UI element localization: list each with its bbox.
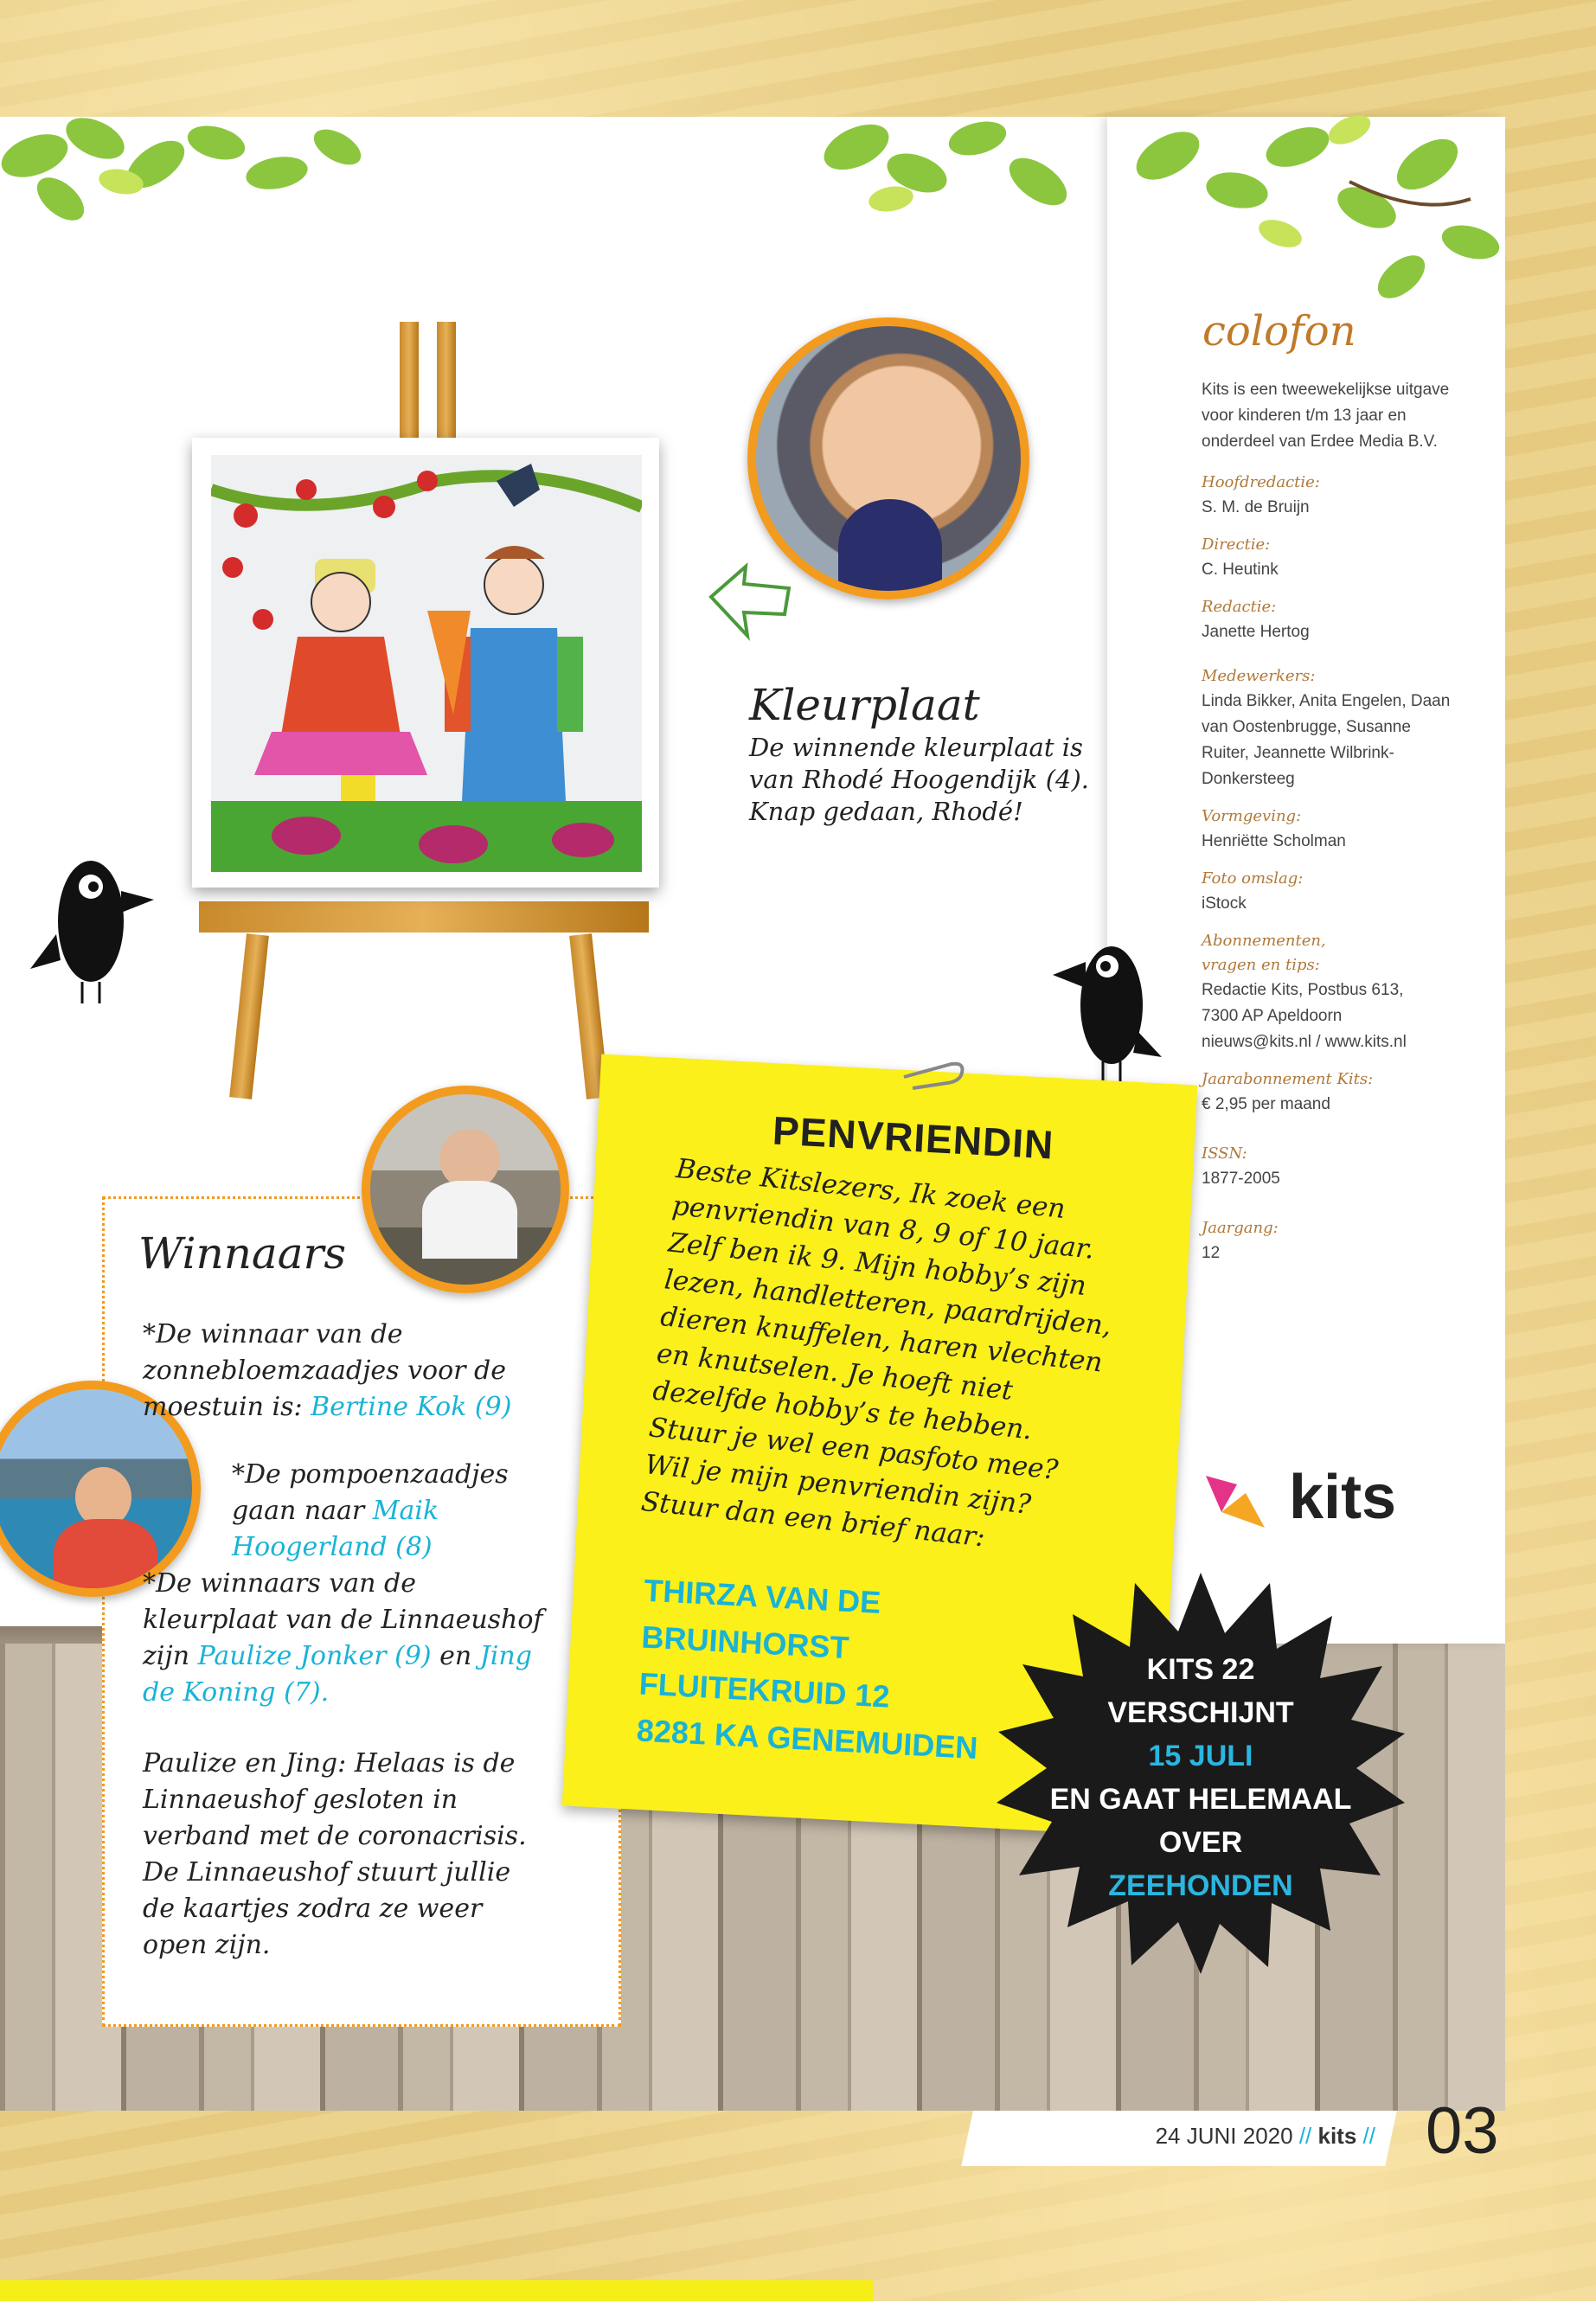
colofon-value: Janette Hertog xyxy=(1202,623,1310,641)
winner-name: Jing de Koning (7). xyxy=(143,1641,532,1708)
footer-separator: // xyxy=(1298,2123,1312,2149)
kleurplaat-title: Kleurplaat xyxy=(749,680,980,730)
colofon-value: iStock xyxy=(1202,894,1247,913)
kleurplaat-text: De winnende kleurplaat is van Rhodé Hoogendijk (4). Knap gedaan, Rhodé! xyxy=(749,733,1090,826)
address-line: THIRZA VAN DE BRUINHORST xyxy=(640,1572,882,1666)
colofon-value: S. M. de Bruijn xyxy=(1202,498,1310,516)
penvriendin-address xyxy=(636,1567,991,1772)
kits-logo-mark xyxy=(1202,1467,1272,1536)
kits-logo xyxy=(1202,1462,1396,1536)
winnaars-title: Winnaars xyxy=(138,1228,347,1279)
announcement-topic: ZEEHONDEN xyxy=(1108,1869,1293,1902)
colofon-value: C. Heutink xyxy=(1202,561,1279,579)
paperclip-icon xyxy=(900,1055,969,1090)
colofon-intro: Kits is een tweewekelijkse uitgave voor kinderen t/m 13 jaar en onderdeel van Erdee Media B.V. xyxy=(1202,381,1450,451)
colofon-label: Jaarabonnement Kits: xyxy=(1202,1070,1374,1088)
winnaars-p2 xyxy=(232,1457,543,1566)
winner-photo-bertine xyxy=(362,1086,569,1293)
colofon-value: Redactie Kits, Postbus 613, 7300 AP Apeldoorn nieuws@kits.nl / www.kits.nl xyxy=(1202,981,1407,1051)
colofon-label: Jaargang: xyxy=(1202,1219,1279,1237)
winnaars-p3-text: *De winnaars van de kleurplaat van de Linnaeushof zijn xyxy=(143,1568,543,1671)
announcement-line: KITS 22 xyxy=(1146,1653,1255,1686)
colofon-value: Linda Bikker, Anita Engelen, Daan van Oostenbrugge, Susanne Ruiter, Jeannette Wilbrink-Donkersteeg xyxy=(1202,692,1451,788)
footer-text xyxy=(995,2123,1375,2150)
announcement-text xyxy=(1019,1648,1382,1907)
colofon-label: Medewerkers: xyxy=(1202,667,1316,685)
colofon-label: Hoofdredactie: xyxy=(1202,473,1320,491)
colofon-label: Directie: xyxy=(1202,535,1271,554)
colofon-label: Abonnementen, vragen en tips: xyxy=(1202,932,1326,974)
colofon-value: 1877-2005 xyxy=(1202,1170,1280,1188)
colofon-value: € 2,95 per maand xyxy=(1202,1095,1330,1113)
colofon-title: colofon xyxy=(1202,307,1356,356)
announcement-date: 15 JULI xyxy=(1148,1740,1253,1772)
kits-logo-text: kits xyxy=(1289,1463,1397,1532)
colofon-label: ISSN: xyxy=(1202,1144,1247,1163)
easel-shelf xyxy=(199,901,649,933)
easel-top-right xyxy=(437,322,456,443)
footer-date: 24 JUNI 2020 xyxy=(1155,2123,1293,2149)
easel-top-left xyxy=(400,322,419,443)
bottom-yellow-bar xyxy=(0,2280,874,2301)
winner-name: Maik Hoogerland (8) xyxy=(232,1496,439,1562)
penvriendin-text: Beste Kitslezers, Ik zoek een penvriendin van 8, 9 of 10 jaar. Zelf ben ik 9. Mijn hobby’s zijn lezen, handletteren, paardrijden, dieren knuffelen, haren vlechten en knutselen. Je hoeft niet dezelfde hobby’s te hebben. Stuur je wel een pasfoto mee? Wil je mijn penvriendin zijn? Stuur dan een brief naar: xyxy=(639,1152,1113,1554)
winnaars-p1 xyxy=(143,1317,567,1426)
footer-brand: kits xyxy=(1317,2123,1357,2149)
announcement-line: OVER xyxy=(1158,1826,1243,1859)
colofon-label: Vormgeving: xyxy=(1202,807,1302,825)
colofon-label: Foto omslag: xyxy=(1202,869,1304,888)
address-line: FLUITEKRUID 12 xyxy=(638,1665,891,1715)
footer-separator: // xyxy=(1362,2123,1375,2149)
address-line: 8281 KA GENEMUIDEN xyxy=(635,1712,979,1766)
colofon-value: 12 xyxy=(1202,1244,1221,1262)
colofon-value: Henriëtte Scholman xyxy=(1202,832,1346,850)
colofon-body xyxy=(1202,377,1461,1279)
winner-name: Paulize Jonker (9) xyxy=(197,1641,432,1671)
crow-left-icon xyxy=(26,839,156,1012)
winnaars-p1-text: *De winnaar van de zonnebloemzaadjes voor de moestuin is: xyxy=(143,1319,506,1422)
winner-name: Bertine Kok (9) xyxy=(311,1392,512,1422)
penvriendin-title: PENVRIENDIN xyxy=(771,1107,1055,1168)
crow-right-icon xyxy=(1051,927,1163,1092)
colofon-label: Redactie: xyxy=(1202,598,1277,616)
kleurplaat-drawing xyxy=(211,455,642,872)
leaves-decoration xyxy=(0,104,1505,329)
announcement-line: VERSCHIJNT xyxy=(1107,1696,1294,1729)
winnaars-p2-text: *De pompoenzaadjes gaan naar xyxy=(232,1459,509,1526)
winnaars-p3-and: en xyxy=(431,1641,480,1671)
winnaars-p3 xyxy=(143,1566,558,1711)
page-number: 03 xyxy=(1426,2094,1499,2168)
winnaars-p4: Paulize en Jing: Helaas is de Linnaeushof gesloten in verband met de coronacrisis. De Linnaeushof stuurt jullie de kaartjes zodra ze weer open zijn. xyxy=(143,1748,527,1960)
arrow-icon xyxy=(702,554,798,649)
announcement-line: EN GAAT HELEMAAL xyxy=(1049,1783,1352,1816)
